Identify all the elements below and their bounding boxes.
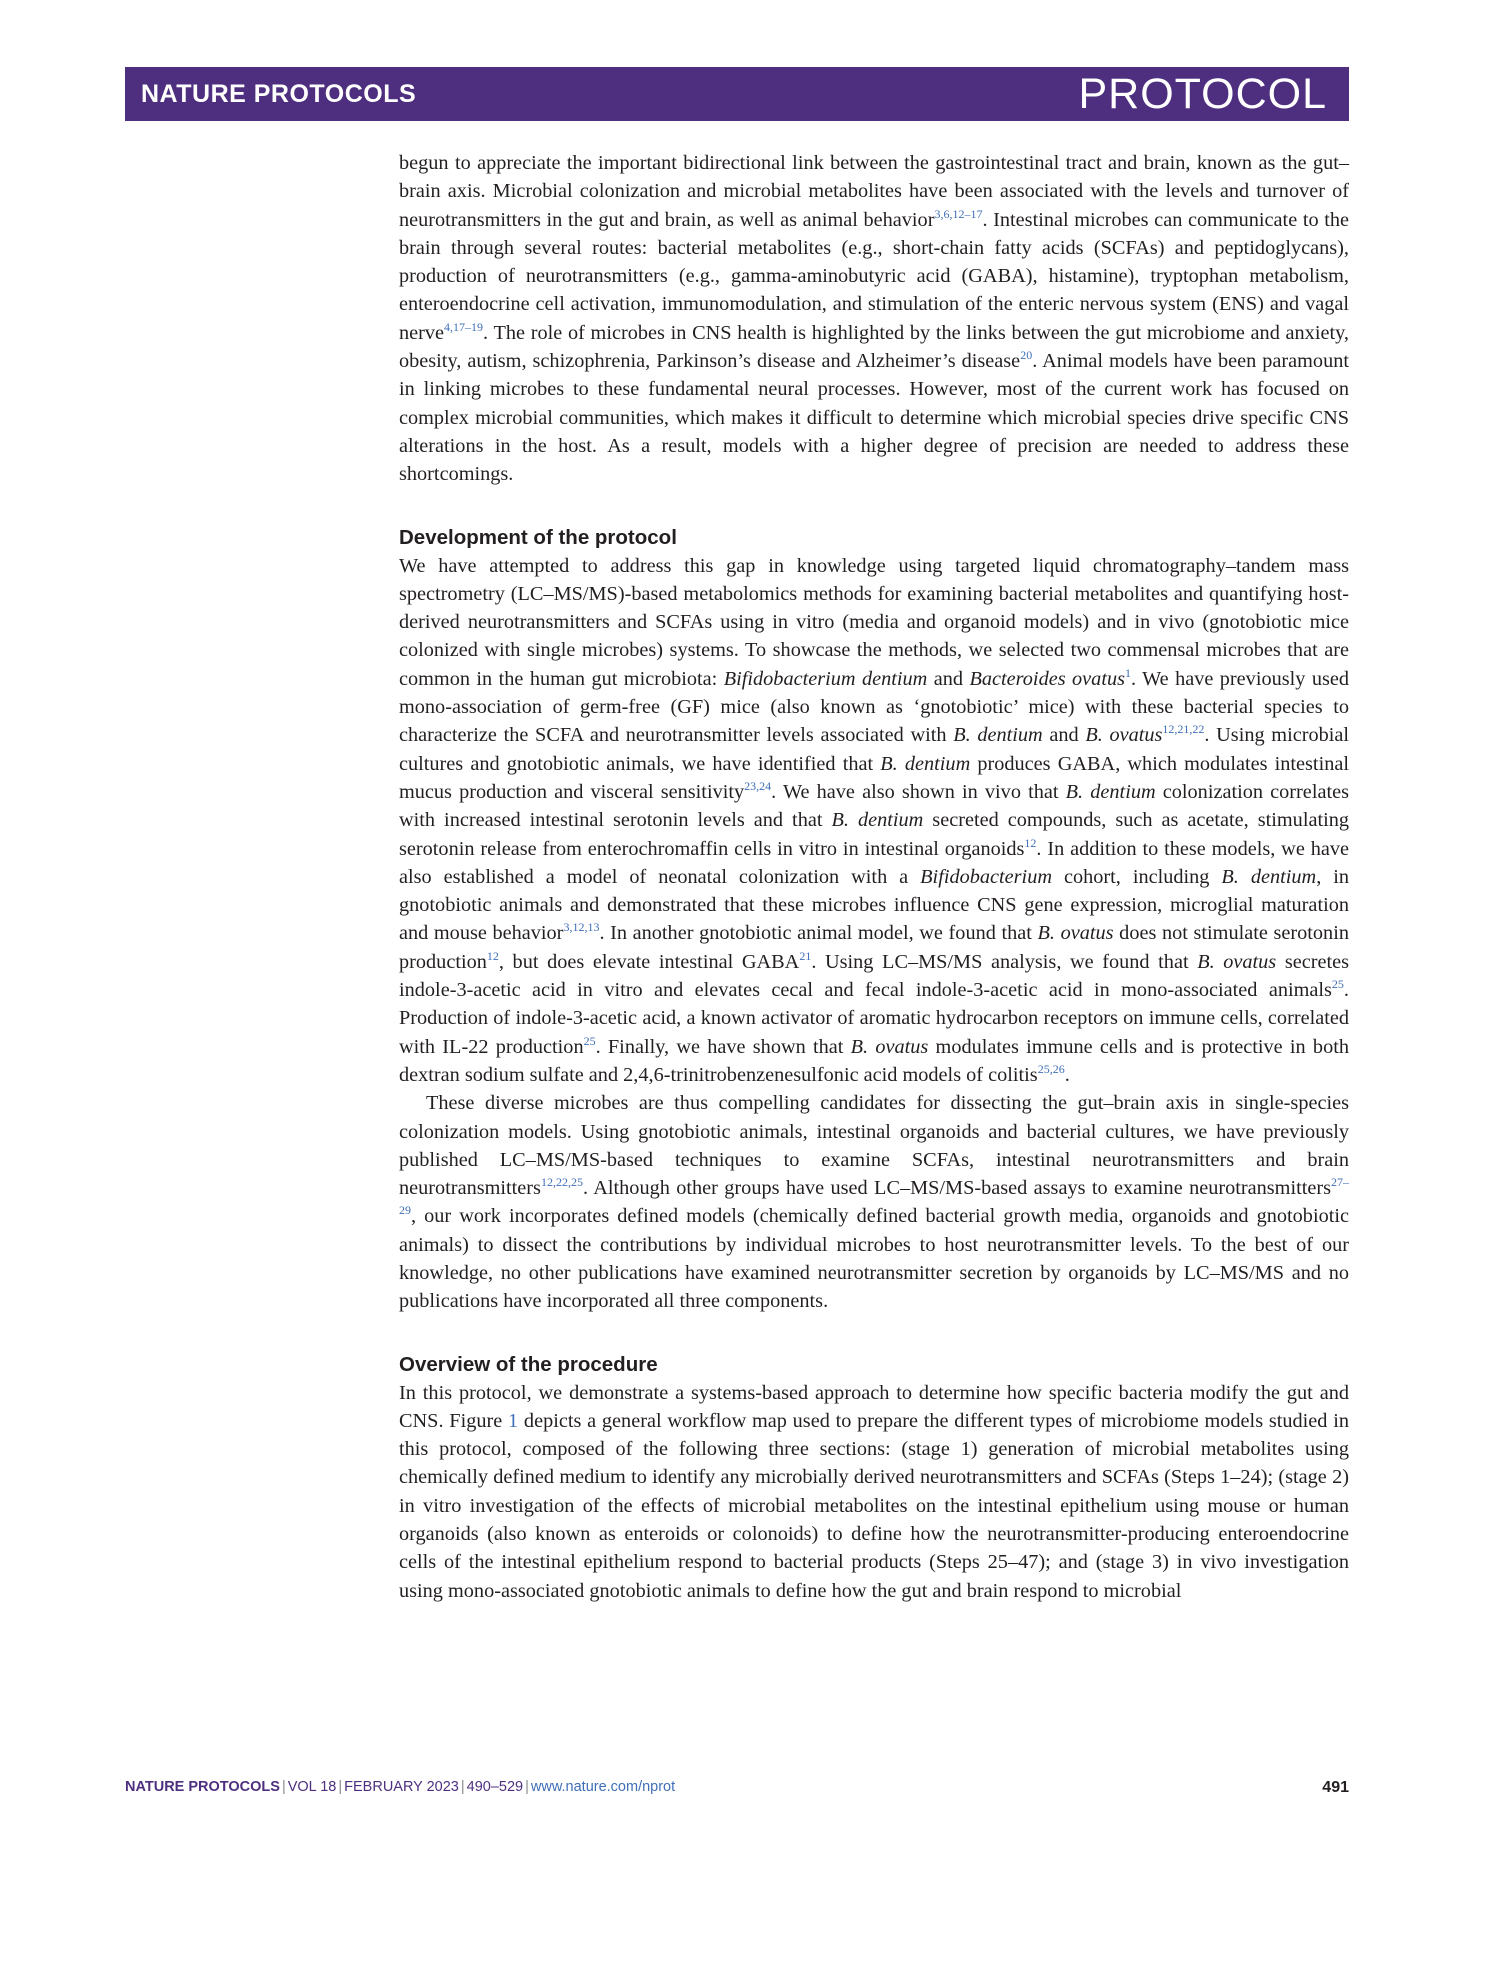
paragraph-development: We have attempted to address this gap in knowledge using targeted liquid chromatography–tandem mass spectrometry (LC–MS/MS)-based metabolomics methods for examining bacterial metabolites and quantifying host-derived neurotransmitters and SCFAs using in vitro (media and organoid models) and in vivo (gnotobiotic mice colonized with single microbes) systems. To showcase the methods, we selected two commensal microbes that are common in the human gut microbiota: Bifidobacterium dentium and Bacteroides ovatus$^1$. We have previously used mono-association of germ-free (GF) mice (also known as ‘gnotobiotic’ mice) with these bacterial species to characterize the SCFA and neurotransmitter levels associated with B. dentium and B. ovatus$^{12,21,22}$. Using microbial cultures and gnotobiotic animals, we have identified that B. dentium produces GABA, which modulates intestinal mucus production and visceral sensitivity$^{23,24}$. We have also shown in vivo that B. dentium colonization correlates with increased intestinal serotonin levels and that B. dentium secreted compounds, such as acetate, stimulating serotonin release from enterochromaffin cells in vitro in intestinal organoids$^{12}$. In addition to these models, we have also established a model of neonatal colonization with a Bifidobacterium cohort, including B. dentium, in gnotobiotic animals and demonstrated that these microbes influence CNS gene expression, microglial maturation and mouse behavior$^{3,12,13}$. In another gnotobiotic animal model, we found that B. ovatus does not stimulate serotonin production$^{12}$, but does elevate intestinal GABA$^{21}$. Using LC–MS/MS analysis, we found that B. ovatus secretes indole-3-acetic acid in vitro and elevates cecal and fecal indole-3-acetic acid in mono-associated animals$^{25}$. Production of indole-3-acetic acid, a known activator of aromatic hydrocarbon receptors on immune cells, correlated with IL-22 production$^{25}$. Finally, we have shown that B. ovatus modulates immune cells and is protective in both dextran sodium sulfate and 2,4,6-trinitrobenzenesulfonic acid models of colitis$^{25,26}$. bbox=[399, 554, 1350, 1086]
article-type: PROTOCOL bbox=[1078, 70, 1327, 118]
journal-header-bar bbox=[125, 67, 1349, 121]
footer-url-link[interactable]: www.nature.com/nprot bbox=[530, 1779, 676, 1795]
page-footer bbox=[125, 1779, 1349, 1803]
citation[interactable]: 12 bbox=[486, 948, 499, 963]
citation[interactable]: 25 bbox=[583, 1033, 596, 1048]
citation[interactable]: 4,17–19 bbox=[444, 319, 484, 334]
paragraph-gut-brain-axis: begun to appreciate the important bidirectional link between the gastrointestinal tract and brain, known as the gut–brain axis. Microbial colonization and microbial metabolites have been associated with the levels and turnover of neurotransmitters in the gut and brain, as well as animal behavior$^{3,6,12-17}$. Intestinal microbes can communicate to the brain through several routes: bacterial metabolites (e.g., short-chain fatty acids (SCFAs) and peptidoglycans), production of neurotransmitters (e.g., gamma-aminobutyric acid (GABA), histamine), tryptophan metabolism, enteroendocrine cell activation, immunomodulation, and stimulation of the enteric nervous system (ENS) and vagal nerve$^{4,17-19}$. The role of microbes in CNS health is highlighted by the links between the gut microbiome and anxiety, obesity, autism, schizophrenia, Parkinson’s disease and Alzheimer’s disease$^{20}$. Animal models have been paramount in linking microbes to these fundamental neural processes. However, most of the current work has focused on complex microbial communities, which makes it difficult to determine which microbial species drive specific CNS alterations in the host. As a result, models with a higher degree of precision are needed to address these shortcomings. bbox=[399, 152, 1349, 486]
citation[interactable]: 12,22,25 bbox=[540, 1175, 583, 1190]
citation[interactable]: 3,6,12–17 bbox=[934, 206, 983, 221]
citation[interactable]: 23,24 bbox=[744, 778, 772, 793]
footer-pages: 490–529 bbox=[466, 1779, 524, 1795]
footer-date: FEBRUARY 2023 bbox=[344, 1779, 459, 1795]
section-heading-development: Development of the protocol bbox=[399, 525, 677, 549]
citation[interactable]: 25 bbox=[1331, 977, 1344, 992]
journal-name: NATURE PROTOCOLS bbox=[141, 80, 417, 108]
citation[interactable]: 12,21,22 bbox=[1162, 722, 1205, 737]
page-number: 491 bbox=[1322, 1779, 1349, 1796]
citation[interactable]: 12 bbox=[1024, 835, 1037, 850]
figure-link[interactable]: 1 bbox=[508, 1409, 519, 1432]
paragraph-microbes-candidates: These diverse microbes are thus compelling candidates for dissecting the gut–brain axis in single-species colonization models. Using gnotobiotic animals, intestinal organoids and bacterial cultures, we have previously published LC–MS/MS-based techniques to examine SCFAs, intestinal neurotransmitters and brain neurotransmitters$^{12,22,25}$. Although other groups have used LC–MS/MS-based assays to examine neurotransmitters$^{27-29}$, our work incorporates defined models (chemically defined bacterial growth media, organoids and gnotobiotic animals) to dissect the contributions by individual microbes to host neurotransmitter levels. To the best of our knowledge, no other publications have examined neurotransmitter secretion by organoids by LC–MS/MS and no publications have incorporated all three components. bbox=[399, 1092, 1349, 1313]
footer-volume: VOL 18 bbox=[287, 1779, 337, 1795]
citation[interactable]: 1 bbox=[1124, 665, 1131, 680]
footer-citation: NATURE PROTOCOLS | VOL 18 | FEBRUARY 2023 | 490–529 | www.nature.com/nprot bbox=[125, 1779, 676, 1795]
article-body bbox=[399, 149, 1349, 1605]
citation[interactable]: 25,26 bbox=[1037, 1061, 1065, 1076]
citation[interactable]: 20 bbox=[1020, 348, 1033, 363]
citation[interactable]: 3,12,13 bbox=[563, 920, 600, 935]
citation[interactable]: 27–29 bbox=[399, 1175, 1349, 1218]
section-heading-overview: Overview of the procedure bbox=[399, 1352, 658, 1376]
paragraph-overview: In this protocol, we demonstrate a systems-based approach to determine how specific bacteria modify the gut and CNS. Figure 1 depicts a general workflow map used to prepare the different types of microbiome models studied in this protocol, composed of the following three sections: (stage 1) generation of microbial metabolites using chemically defined medium to identify any microbially derived neurotransmitters and SCFAs (Steps 1–24); (stage 2) in vitro investigation of the effects of microbial metabolites on the intestinal epithelium using mouse or human organoids (also known as enteroids or colonoids) to define how the neurotransmitter-producing enteroendocrine cells of the intestinal epithelium respond to bacterial products (Steps 25–47); and (stage 3) in vivo investigation using mono-associated gnotobiotic animals to define how the gut and brain respond to microbial bbox=[399, 1381, 1349, 1602]
footer-journal: NATURE PROTOCOLS bbox=[125, 1779, 280, 1795]
citation[interactable]: 21 bbox=[799, 948, 812, 963]
